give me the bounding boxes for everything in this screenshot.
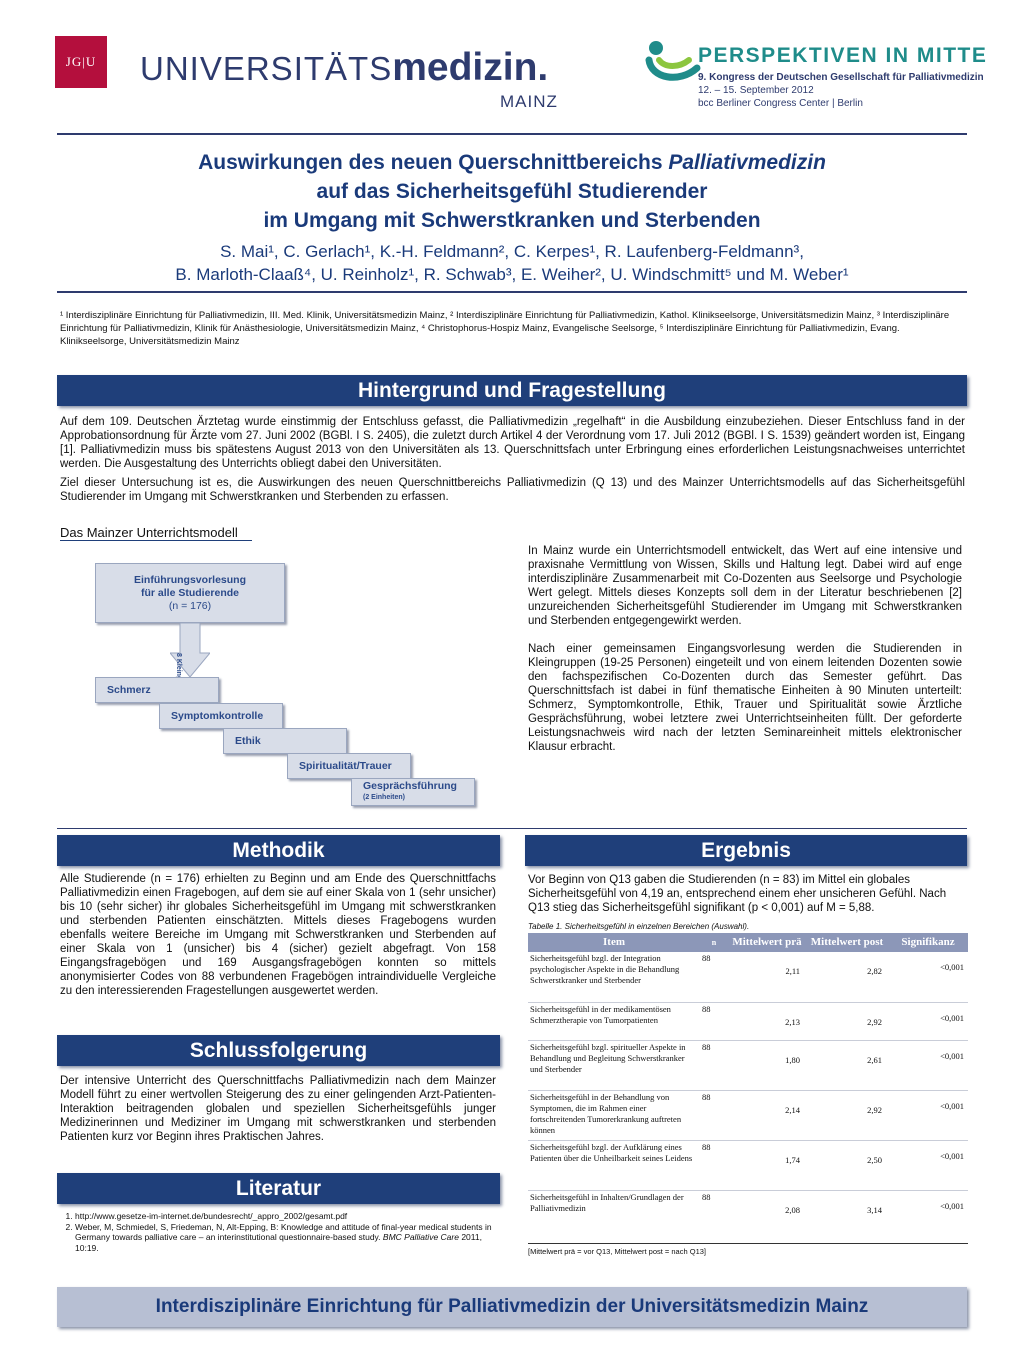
congress-details [698,71,984,110]
hintergrund-heading: Hintergrund und Fragestellung [57,375,967,406]
model-p2: Nach einer gemeinsamen Eingangsvorlesung werden die Studierenden in Kleingruppen (19-25 Personen) eingeteilt und von einem leitenden Dozenten sowie den fachspezifischen Co-Dozenten durch das Semester geführt. Das Querschnittsfach ist dabei in fünf thematische Einheiten à 90 Minuten unterteilt: Schmerz, Symptomkontrolle, Ethik, Trauer und Spiritualität sowie Ärztliche Gesprächsführung, wobei letztere zwei Unterrichtseinheiten füllt. Der geforderte Leistungsnachweis wird nach der letzten Seminareinheit mittels elektronischer Klausur erbracht. [528,643,962,753]
cell-item: Sicherheitsgefühl bzgl. der Integration psychologischer Aspekte in die Behandlung Schwerstkranker und Sterbender [530,953,680,985]
reference-2 [75,1222,500,1254]
cell-post: 2,92 [867,1104,882,1115]
methodik-text: Alle Studierende (n = 176) erhielten zu Beginn und am Ende des Querschnittfachs Palliativmedizin einen Fragebogen, auf dem sie auf einer Skala von 1 (sehr unsicher) bis 10 (sehr sicher) ihr globales Sicherheitsgefühl im Umgang mit schwerstkranken und sterbenden Patienten einschätzten. Mittels dieses Fragebogens wurden ebenfalls weitere Bereiche im Umgang mit Schwerstkranken und Sterbenden auf einer Skala von 1 (unsicher) bis 4 (sicher) gezielt abgefragt. Von 158 Eingangsfragebögen und 169 Ausgangsfragebögen konnten so mittels anonymisierter Codes von 88 verbundenen Fragebögen intraindividuelle Vergleiche zu den interessierenden Fragestellungen ausgewertet werden. [60,873,496,997]
step-gespraechsfuehrung [351,778,475,806]
jgu-logo [55,36,107,88]
model-heading: Das Mainzer Unterrichtsmodell [60,525,252,541]
ergebnis-heading: Ergebnis [525,835,967,866]
cell-signifikanz: <0,001 [940,962,964,972]
header-divider [57,133,967,135]
title-line3: im Umgang mit Schwerstkranken und Sterbenden [263,209,761,232]
cell-prae: 1,80 [785,1054,800,1065]
col-item: Item [528,933,700,952]
table-header-row [528,933,968,952]
hintergrund-p1: Auf dem 109. Deutschen Ärztetag wurde einstimmig der Entschluss gefasst, die Palliativmedizin „regelhaft“ in die Ausbildung einzubeziehen. Dieser Entschluss fand in der Approbationsordnung für Ärzte vom 27. Juni 2002 (BGBl. I S. 2405), die zuletzt durch Artikel 4 der Verordnung vom 17. Juli 2012 (BGBl. I S. 1539) geändert worden ist, Eingang [1]. Palliativmedizin muss bis spätestens August 2013 von den Universitäten als 13. Querschnittsfach unter Erbringung eines erforderlichen Leistungsnachweises unterrichtet werden. Die Ausgestaltung des Unterrichts obliegt dabei den Universitäten. [60,416,965,470]
congress-line2: 12. – 15. September 2012 [698,85,814,96]
section-divider [57,828,967,829]
congress-logo-icon [645,38,701,84]
model-p1: In Mainz wurde ein Unterrichtsmodell entwickelt, das Wert auf eine intensive und praxisnahe Vermittlung von Wissen, Skills und Haltung legt. Dabei wird auf enge interdisziplinäre Zusammenarbeit mit Co-Dozenten aus Seelsorge und Psychologie Wert gelegt. Mittels dieses Konzepts soll dem in der Literatur beschriebenen [2] unzureichenden Sicherheitsgefühl Studierender im Umgang mit Schwerstkranken und Sterbenden entgegengewirkt werden. [528,545,962,627]
uni-prefix: UNIVERSITÄTS [140,50,393,87]
title-divider [57,291,967,293]
authors-line2: B. Marloth-Claaß⁴, U. Reinholz¹, R. Schwab³, E. Weiher², U. Windschmitt⁵ und M. Weber¹ [175,265,849,284]
cell-prae: 1,74 [785,1154,800,1165]
col-post: Mittelwert post [806,933,888,952]
cell-post: 2,61 [867,1054,882,1065]
cell-n: 88 [702,1191,711,1202]
footer-banner: Interdisziplinäre Einrichtung für Palliativmedizin der Universitätsmedizin Mainz [57,1287,967,1327]
hintergrund-text [60,415,965,504]
congress-line3: bcc Berliner Congress Center | Berlin [698,98,863,109]
affiliations: ¹ Interdisziplinäre Einrichtung für Palliativmedizin, III. Med. Klinik, Universitätsmedizin Mainz, ² Interdisziplinäre Einrichtung für Palliativmedizin, Kathol. Klinikseelsorge, Universitätsmedizin Mainz, ³ Interdisziplinäre Einrichtung für Palliativmedizin, Klinik für Anästhesiologie, Universitätsmedizin Mainz, ⁴ Christophorus-Hospiz Mainz, Evangelische Seelsorge, ⁵ Interdisziplinäre Einrichtung für Palliativmedizin, Evang. Klinikseelsorge, Universitätsmedizin Mainz [60,310,950,347]
table-row [528,1090,968,1140]
cell-post: 2,92 [867,1016,882,1027]
title-line2: auf das Sicherheitsgefühl Studierender [316,180,708,203]
methodik-heading: Methodik [57,835,500,866]
cell-prae: 2,08 [785,1204,800,1215]
cell-item: Sicherheitsgefühl bzgl. spiritueller Aspekte in Behandlung und Begleitung Schwerstkranker und Sterbender [530,1041,686,1074]
schluss-text: Der intensive Unterricht des Querschnittfachs Palliativmedizin nach dem Mainzer Modell führt zu einer wertvollen Steigerung des zu einer gelingenden Arzt-Patienten-Interaktion beitragenden globalen und speziellen Sicherheitsgefühls junger Medizinerinnen und Mediziner im Umgang mit schwerstkranken und sterbenden Patienten kurz vor Beginn ihres Praktischen Jahres. [60,1075,496,1143]
col-prae: Mittelwert prä [728,933,806,952]
title-line1a: Auswirkungen des neuen Querschnittbereichs [198,151,669,174]
table-note: [Mittelwert prä = vor Q13, Mittelwert post = nach Q13] [528,1243,968,1256]
cell-signifikanz: <0,001 [940,1100,964,1111]
table-row [528,1190,968,1240]
poster-title [57,148,967,235]
reference-2-year: 2011, 10:19. [75,1232,482,1253]
author-list [57,240,967,286]
col-n: n [700,933,728,952]
table-row [528,1002,968,1040]
col-signifikanz: Signifikanz [888,933,968,952]
intro-lecture-box [95,563,285,623]
cell-prae: 2,11 [785,966,800,976]
cell-signifikanz: <0,001 [940,1050,964,1061]
unterrichtsmodell-diagram [56,545,506,815]
table-caption: Tabelle 1. Sicherheitsgefühl in einzelnen Bereichen (Auswahl). [528,922,750,931]
literatur-heading: Literatur [57,1173,500,1204]
jgu-logo-text: JG|U [65,54,97,69]
intro-line1: Einführungsvorlesung [133,573,246,586]
reference-2-journal: BMC Palliative Care [382,1232,459,1242]
table-row [528,1040,968,1090]
universitaetsmedizin-logo [140,46,548,90]
table-row [528,1140,968,1190]
cell-n: 88 [702,953,711,963]
step-gespraech-label: Gesprächsführung [363,780,457,792]
intro-line2: für alle Studierende [140,586,240,599]
uni-bold: medizin. [392,46,549,89]
cell-item: Sicherheitsgefühl in der Behandlung von Symptomen, die im Rahmen einer fortschreitenden Tumorerkrankung auftreten können [530,1091,682,1135]
cell-n: 88 [702,1141,711,1152]
cell-signifikanz: <0,001 [940,1150,964,1161]
cell-prae: 2,14 [785,1104,800,1115]
cell-prae: 2,13 [785,1016,800,1027]
title-line1b: Palliativmedizin [668,151,826,174]
intro-line3: (n = 176) [168,599,212,612]
reference-2-text: Weber, M, Schmiedel, S, Friedeman, N, Alt-Epping, B: Knowledge and attitude of final-year medical students in Germany towards palliative care – an interinstitutional questionnaire-based study. [75,1221,492,1242]
hintergrund-p2: Ziel dieser Untersuchung ist es, die Auswirkungen des neuen Querschnittbereichs Palliativmedizin (Q 13) und des Mainzer Unterrichtsmodells auf das Sicherheitsgefühl Studierender im Umgang mit Schwerstkranken und Sterbenden zu erfassen. [60,477,965,503]
cell-post: 3,14 [867,1204,882,1215]
cell-signifikanz: <0,001 [940,1200,964,1211]
cell-item: Sicherheitsgefühl bzgl. der Aufklärung eines Patienten über die Unheilbarkeit seines Leidens [530,1141,693,1163]
table-row [528,952,968,1002]
reference-1-text[interactable]: http://www.gesetze-im-internet.de/bundesrecht/_appro_2002/gesamt.pdf [75,1211,348,1221]
step-schmerz: Schmerz [95,677,219,703]
cell-item: Sicherheitsgefühl in der medikamentösen Schmerztherapie von Tumorpatienten [530,1003,671,1025]
cell-n: 88 [702,1003,711,1014]
reference-1 [75,1211,500,1222]
congress-line1: 9. Kongress der Deutschen Gesellschaft für Palliativmedizin [698,72,984,83]
model-description [528,544,962,754]
schluss-heading: Schlussfolgerung [57,1035,500,1066]
authors-line1: S. Mai¹, C. Gerlach¹, K.-H. Feldmann², C. Kerpes¹, R. Laufenberg-Feldmann³, [220,242,804,261]
cell-n: 88 [702,1091,711,1102]
uni-city: MAINZ [500,92,558,111]
step-ethik: Ethik [223,728,347,754]
cell-item: Sicherheitsgefühl in Inhalten/Grundlagen der Palliativmedizin [530,1191,684,1213]
results-table [528,933,968,1240]
step-symptomkontrolle: Symptomkontrolle [159,703,283,729]
step-gespraech-sub: (2 Einheiten) [363,794,406,801]
cell-post: 2,82 [867,966,882,976]
step-spiritualitaet: Spiritualität/Trauer [287,753,411,779]
cell-signifikanz: <0,001 [940,1012,964,1023]
cell-post: 2,50 [867,1154,882,1165]
reference-list [75,1211,500,1253]
congress-title: PERSPEKTIVEN IN MITTE [698,44,988,67]
ergebnis-text: Vor Beginn von Q13 gaben die Studierenden (n = 83) im Mittel ein globales Sicherheitsgefühl von 4,19 an, entsprechend einem eher unsicheren Gefühl. Nach Q13 stieg das Sicherheitsgefühl signifikant (p < 0,001) auf M = 5,88. [528,874,947,914]
cell-n: 88 [702,1041,711,1052]
